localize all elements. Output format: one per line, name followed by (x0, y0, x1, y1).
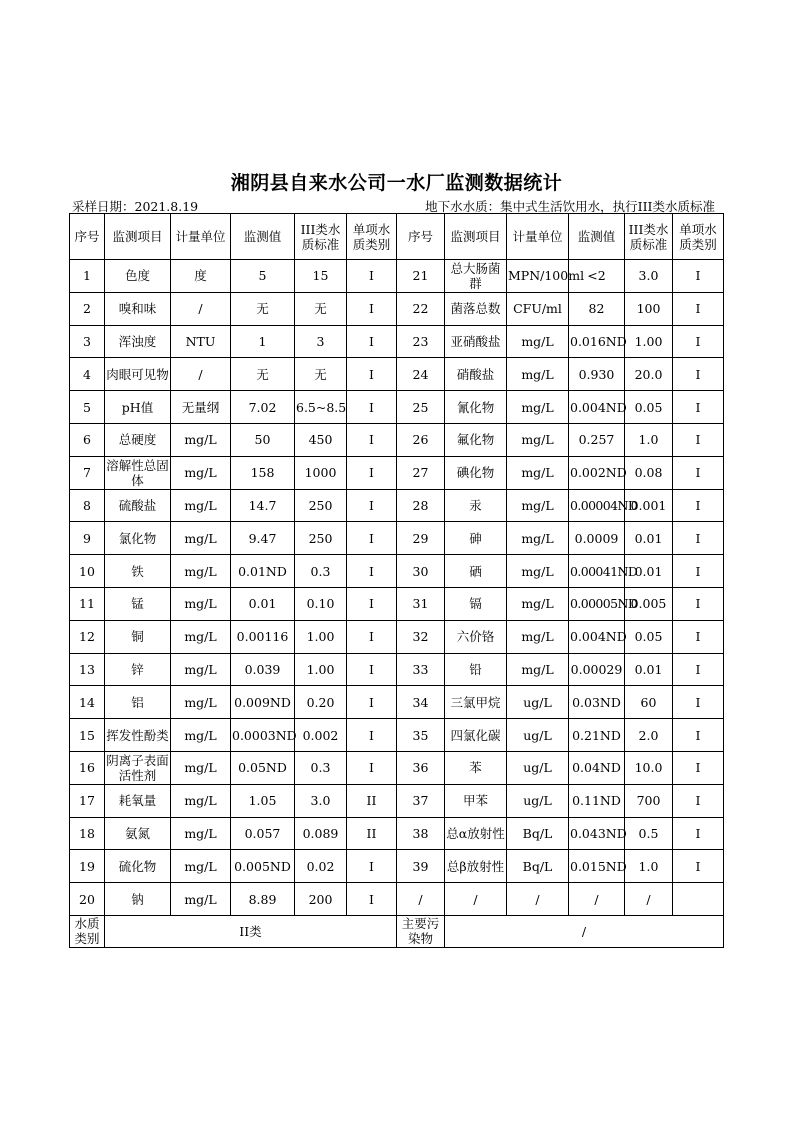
table-cell: 1.0 (625, 850, 673, 883)
table-cell: 硝酸盐 (445, 358, 507, 391)
table-cell: 0.21ND (569, 719, 625, 752)
column-header: 监测项目 (445, 214, 507, 260)
table-cell: 19 (70, 850, 105, 883)
table-cell: 23 (397, 325, 445, 358)
table-cell: 0.11ND (569, 784, 625, 817)
table-cell: mg/L (507, 587, 569, 620)
table-cell: 14.7 (231, 489, 295, 522)
main-pollutant-value: / (445, 915, 724, 947)
table-cell: 镉 (445, 587, 507, 620)
table-row (70, 817, 724, 850)
table-row (70, 358, 724, 391)
table-cell: 6.5~8.5 (295, 391, 347, 424)
table-cell: 9.47 (231, 522, 295, 555)
table-cell: 24 (397, 358, 445, 391)
table-cell: mg/L (171, 522, 231, 555)
table-cell: I (347, 751, 397, 784)
table-cell: 无 (231, 292, 295, 325)
table-cell: 82 (569, 292, 625, 325)
table-cell: I (673, 391, 724, 424)
table-cell: 锌 (105, 653, 171, 686)
table-cell: 13 (70, 653, 105, 686)
table-cell: 亚硝酸盐 (445, 325, 507, 358)
table-cell: 12 (70, 620, 105, 653)
table-cell: 3 (295, 325, 347, 358)
table-cell: mg/L (507, 489, 569, 522)
table-cell: 20.0 (625, 358, 673, 391)
table-cell: mg/L (507, 391, 569, 424)
table-row (70, 587, 724, 620)
table-cell: 14 (70, 686, 105, 719)
table-cell: mg/L (171, 620, 231, 653)
table-cell: 1.05 (231, 784, 295, 817)
table-cell: 27 (397, 456, 445, 489)
table-cell: I (673, 522, 724, 555)
water-class-value: II类 (105, 915, 397, 947)
table-cell: 2.0 (625, 719, 673, 752)
table-cell: I (347, 423, 397, 456)
table-cell: I (347, 489, 397, 522)
table-cell: 0.0003ND (231, 719, 295, 752)
column-header: 计量单位 (507, 214, 569, 260)
column-header: 监测值 (231, 214, 295, 260)
table-cell: 色度 (105, 260, 171, 293)
table-cell: I (347, 653, 397, 686)
table-cell: 1 (70, 260, 105, 293)
table-cell: mg/L (171, 719, 231, 752)
table-cell: 0.03ND (569, 686, 625, 719)
table-cell: / (625, 883, 673, 916)
table-cell: 50 (231, 423, 295, 456)
table-cell: / (171, 292, 231, 325)
table-cell: 三氯甲烷 (445, 686, 507, 719)
table-cell: 100 (625, 292, 673, 325)
table-cell: / (445, 883, 507, 916)
table-cell: 0.3 (295, 751, 347, 784)
table-cell: 0.08 (625, 456, 673, 489)
table-cell: 甲苯 (445, 784, 507, 817)
table-cell: I (673, 456, 724, 489)
table-cell: 0.01 (625, 555, 673, 588)
table-row (70, 391, 724, 424)
table-cell: 氰化物 (445, 391, 507, 424)
table-cell: mg/L (171, 784, 231, 817)
table-row (70, 719, 724, 752)
table-cell: ug/L (507, 751, 569, 784)
table-cell: 1000 (295, 456, 347, 489)
table-cell: I (673, 850, 724, 883)
table-cell: 4 (70, 358, 105, 391)
table-cell: ug/L (507, 784, 569, 817)
table-cell: mg/L (507, 358, 569, 391)
table-cell: I (347, 719, 397, 752)
table-cell: mg/L (171, 555, 231, 588)
table-cell: 无 (295, 292, 347, 325)
table-cell: 氯化物 (105, 522, 171, 555)
table-cell: I (673, 489, 724, 522)
table-cell: / (397, 883, 445, 916)
table-cell: 25 (397, 391, 445, 424)
table-cell: I (673, 751, 724, 784)
table-cell: I (347, 522, 397, 555)
water-class-label: 水质类别 (70, 915, 105, 947)
table-cell: mg/L (171, 653, 231, 686)
table-cell: 8.89 (231, 883, 295, 916)
table-cell: 7.02 (231, 391, 295, 424)
table-cell: 0.016ND (569, 325, 625, 358)
table-cell: 0.004ND (569, 391, 625, 424)
table-cell: 38 (397, 817, 445, 850)
table-cell: 18 (70, 817, 105, 850)
table-cell: Bq/L (507, 850, 569, 883)
table-row (70, 555, 724, 588)
table-cell: CFU/ml (507, 292, 569, 325)
table-cell: NTU (171, 325, 231, 358)
table-cell: 0.002 (295, 719, 347, 752)
table-cell: I (347, 555, 397, 588)
table-cell: 39 (397, 850, 445, 883)
table-cell: 挥发性酚类 (105, 719, 171, 752)
table-cell: 铁 (105, 555, 171, 588)
table-cell: pH值 (105, 391, 171, 424)
table-cell: 耗氧量 (105, 784, 171, 817)
table-cell: I (673, 423, 724, 456)
table-cell: 砷 (445, 522, 507, 555)
table-cell: 0.04ND (569, 751, 625, 784)
table-cell: I (347, 456, 397, 489)
monitoring-data-table (69, 213, 724, 948)
table-cell: 0.00041ND (569, 555, 625, 588)
water-quality-standard: 地下水水质：集中式生活饮用水，执行III类水质标准 (425, 199, 715, 214)
table-row (70, 260, 724, 293)
table-cell: mg/L (171, 817, 231, 850)
table-cell: 26 (397, 423, 445, 456)
table-cell: I (673, 686, 724, 719)
table-cell: 11 (70, 587, 105, 620)
table-cell: 3 (70, 325, 105, 358)
table-cell: 硒 (445, 555, 507, 588)
table-cell: 28 (397, 489, 445, 522)
column-header: III类水质标准 (625, 214, 673, 260)
table-cell: I (673, 620, 724, 653)
table-cell: 1 (231, 325, 295, 358)
table-cell: 0.043ND (569, 817, 625, 850)
table-header-row (70, 214, 724, 260)
table-cell: 10.0 (625, 751, 673, 784)
table-cell: 0.02 (295, 850, 347, 883)
table-row (70, 751, 724, 784)
sampling-date: 采样日期：2021.8.19 (72, 199, 199, 214)
table-cell: 200 (295, 883, 347, 916)
table-cell: mg/L (507, 522, 569, 555)
table-cell: I (673, 719, 724, 752)
table-cell: mg/L (171, 489, 231, 522)
column-header: 监测值 (569, 214, 625, 260)
column-header: III类水质标准 (295, 214, 347, 260)
table-cell: / (569, 883, 625, 916)
table-cell: mg/L (171, 850, 231, 883)
table-cell: 0.257 (569, 423, 625, 456)
table-cell: MPN/100ml (507, 260, 569, 293)
column-header: 序号 (70, 214, 105, 260)
table-cell: 碘化物 (445, 456, 507, 489)
table-cell: 0.20 (295, 686, 347, 719)
table-row (70, 456, 724, 489)
column-header: 监测项目 (105, 214, 171, 260)
main-pollutant-label: 主要污染物 (397, 915, 445, 947)
table-cell: 无 (231, 358, 295, 391)
table-cell: 0.05ND (231, 751, 295, 784)
table-cell: 10 (70, 555, 105, 588)
table-cell: 溶解性总固体 (106, 457, 169, 488)
page-title: 湘阴县自来水公司一水厂监测数据统计 (230, 172, 563, 194)
table-cell: 37 (397, 784, 445, 817)
table-cell: 总α放射性 (445, 817, 507, 850)
table-row (70, 850, 724, 883)
table-footer-row (70, 915, 724, 947)
table-cell: I (673, 817, 724, 850)
table-cell: 450 (295, 423, 347, 456)
table-cell: 铜 (105, 620, 171, 653)
table-cell: mg/L (507, 555, 569, 588)
table-row (70, 620, 724, 653)
table-cell: 0.3 (295, 555, 347, 588)
table-cell: 0.015ND (569, 850, 625, 883)
table-cell: I (673, 555, 724, 588)
table-cell: 16 (70, 751, 105, 784)
table-cell: 0.057 (231, 817, 295, 850)
table-cell: 20 (70, 883, 105, 916)
table-cell: mg/L (507, 423, 569, 456)
table-cell: I (673, 358, 724, 391)
table-cell: / (507, 883, 569, 916)
table-cell: 0.00005ND (569, 587, 625, 620)
table-cell: 158 (231, 456, 295, 489)
table-cell: 22 (397, 292, 445, 325)
table-cell: 0.001 (625, 489, 673, 522)
table-cell: 总大肠菌群 (445, 260, 507, 293)
table-cell: I (673, 653, 724, 686)
table-cell: I (347, 391, 397, 424)
table-cell: 0.10 (295, 587, 347, 620)
table-cell: ug/L (507, 686, 569, 719)
table-cell: mg/L (171, 456, 231, 489)
table-cell: 8 (70, 489, 105, 522)
table-cell: 30 (397, 555, 445, 588)
table-cell: 0.00116 (231, 620, 295, 653)
table-cell: 0.039 (231, 653, 295, 686)
table-cell: I (673, 292, 724, 325)
column-header: 序号 (397, 214, 445, 260)
table-cell: ug/L (507, 719, 569, 752)
table-cell: I (347, 850, 397, 883)
table-cell: I (347, 883, 397, 916)
table-cell: 0.009ND (231, 686, 295, 719)
table-cell: 36 (397, 751, 445, 784)
table-cell: 3.0 (625, 260, 673, 293)
table-cell: 六价铬 (445, 620, 507, 653)
table-cell: 6 (70, 423, 105, 456)
table-row (70, 522, 724, 555)
table-cell: 7 (70, 456, 105, 489)
table-cell: 氟化物 (445, 423, 507, 456)
table-cell: 5 (231, 260, 295, 293)
table-cell: 0.0009 (569, 522, 625, 555)
table-cell: 总β放射性 (445, 850, 507, 883)
table-row (70, 325, 724, 358)
table-cell: 0.01 (231, 587, 295, 620)
table-cell: 度 (171, 260, 231, 293)
table-cell: 15 (295, 260, 347, 293)
table-cell: 硫化物 (105, 850, 171, 883)
table-cell: <2 (569, 260, 625, 293)
table-cell: 四氯化碳 (445, 719, 507, 752)
table-cell: 菌落总数 (445, 292, 507, 325)
table-cell: mg/L (507, 653, 569, 686)
table-cell: 0.05 (625, 391, 673, 424)
table-row (70, 423, 724, 456)
column-header: 计量单位 (171, 214, 231, 260)
table-cell: 浑浊度 (105, 325, 171, 358)
table-row (70, 784, 724, 817)
table-cell: 苯 (445, 751, 507, 784)
table-cell: 铝 (105, 686, 171, 719)
table-cell: 700 (625, 784, 673, 817)
table-cell: I (347, 358, 397, 391)
table-cell (673, 883, 724, 916)
table-cell: I (347, 292, 397, 325)
table-cell: mg/L (507, 620, 569, 653)
table-cell: II (347, 784, 397, 817)
table-cell: 总硬度 (105, 423, 171, 456)
table-cell: 0.5 (625, 817, 673, 850)
table-cell: 0.005 (625, 587, 673, 620)
table-cell: 锰 (105, 587, 171, 620)
table-cell: mg/L (507, 325, 569, 358)
table-cell: 1.00 (295, 620, 347, 653)
table-cell: mg/L (171, 751, 231, 784)
table-cell: I (673, 784, 724, 817)
column-header: 单项水质类别 (347, 214, 397, 260)
table-cell: 250 (295, 522, 347, 555)
table-cell: II (347, 817, 397, 850)
table-cell: 0.01 (625, 522, 673, 555)
table-cell: I (347, 587, 397, 620)
table-cell: I (347, 620, 397, 653)
table-cell: 0.005ND (231, 850, 295, 883)
table-cell: 钠 (105, 883, 171, 916)
table-cell: 250 (295, 489, 347, 522)
table-row (70, 292, 724, 325)
column-header: 单项水质类别 (673, 214, 724, 260)
table-cell: 无 (295, 358, 347, 391)
table-cell: 35 (397, 719, 445, 752)
table-cell: I (347, 260, 397, 293)
table-row (70, 489, 724, 522)
table-cell: mg/L (171, 423, 231, 456)
table-row (70, 686, 724, 719)
table-cell: 60 (625, 686, 673, 719)
table-cell: 嗅和味 (105, 292, 171, 325)
table-cell: 9 (70, 522, 105, 555)
table-cell: 0.002ND (569, 456, 625, 489)
table-cell: 0.004ND (569, 620, 625, 653)
table-cell: 17 (70, 784, 105, 817)
table-cell: 氨氮 (105, 817, 171, 850)
table-cell: 34 (397, 686, 445, 719)
table-cell: 33 (397, 653, 445, 686)
table-cell: mg/L (171, 686, 231, 719)
table-cell: 阴离子表面活性剂 (106, 752, 169, 783)
table-cell: 1.00 (625, 325, 673, 358)
table-cell: 29 (397, 522, 445, 555)
table-cell: 硫酸盐 (105, 489, 171, 522)
table-cell: I (347, 686, 397, 719)
table-cell: 无量纲 (171, 391, 231, 424)
table-cell: I (673, 325, 724, 358)
table-cell: I (673, 260, 724, 293)
table-cell: I (673, 587, 724, 620)
table-cell: Bq/L (507, 817, 569, 850)
table-cell: 0.01 (625, 653, 673, 686)
table-cell: 汞 (445, 489, 507, 522)
table-cell: 3.0 (295, 784, 347, 817)
table-cell: 0.05 (625, 620, 673, 653)
table-cell: mg/L (507, 456, 569, 489)
table-cell: 15 (70, 719, 105, 752)
table-cell: 1.0 (625, 423, 673, 456)
table-row (70, 883, 724, 916)
table-cell: 0.089 (295, 817, 347, 850)
table-cell: 31 (397, 587, 445, 620)
table-cell: mg/L (171, 883, 231, 916)
table-row (70, 653, 724, 686)
table-cell: mg/L (171, 587, 231, 620)
table-cell: 5 (70, 391, 105, 424)
table-cell: 0.00004ND (569, 489, 625, 522)
table-cell: 肉眼可见物 (105, 358, 171, 391)
table-cell: I (347, 325, 397, 358)
table-cell: 1.00 (295, 653, 347, 686)
table-cell: 铅 (445, 653, 507, 686)
table-cell: 0.00029 (569, 653, 625, 686)
table-cell: 32 (397, 620, 445, 653)
table-cell: 0.01ND (231, 555, 295, 588)
table-cell: / (171, 358, 231, 391)
table-cell: 2 (70, 292, 105, 325)
table-cell: 21 (397, 260, 445, 293)
table-cell: 0.930 (569, 358, 625, 391)
